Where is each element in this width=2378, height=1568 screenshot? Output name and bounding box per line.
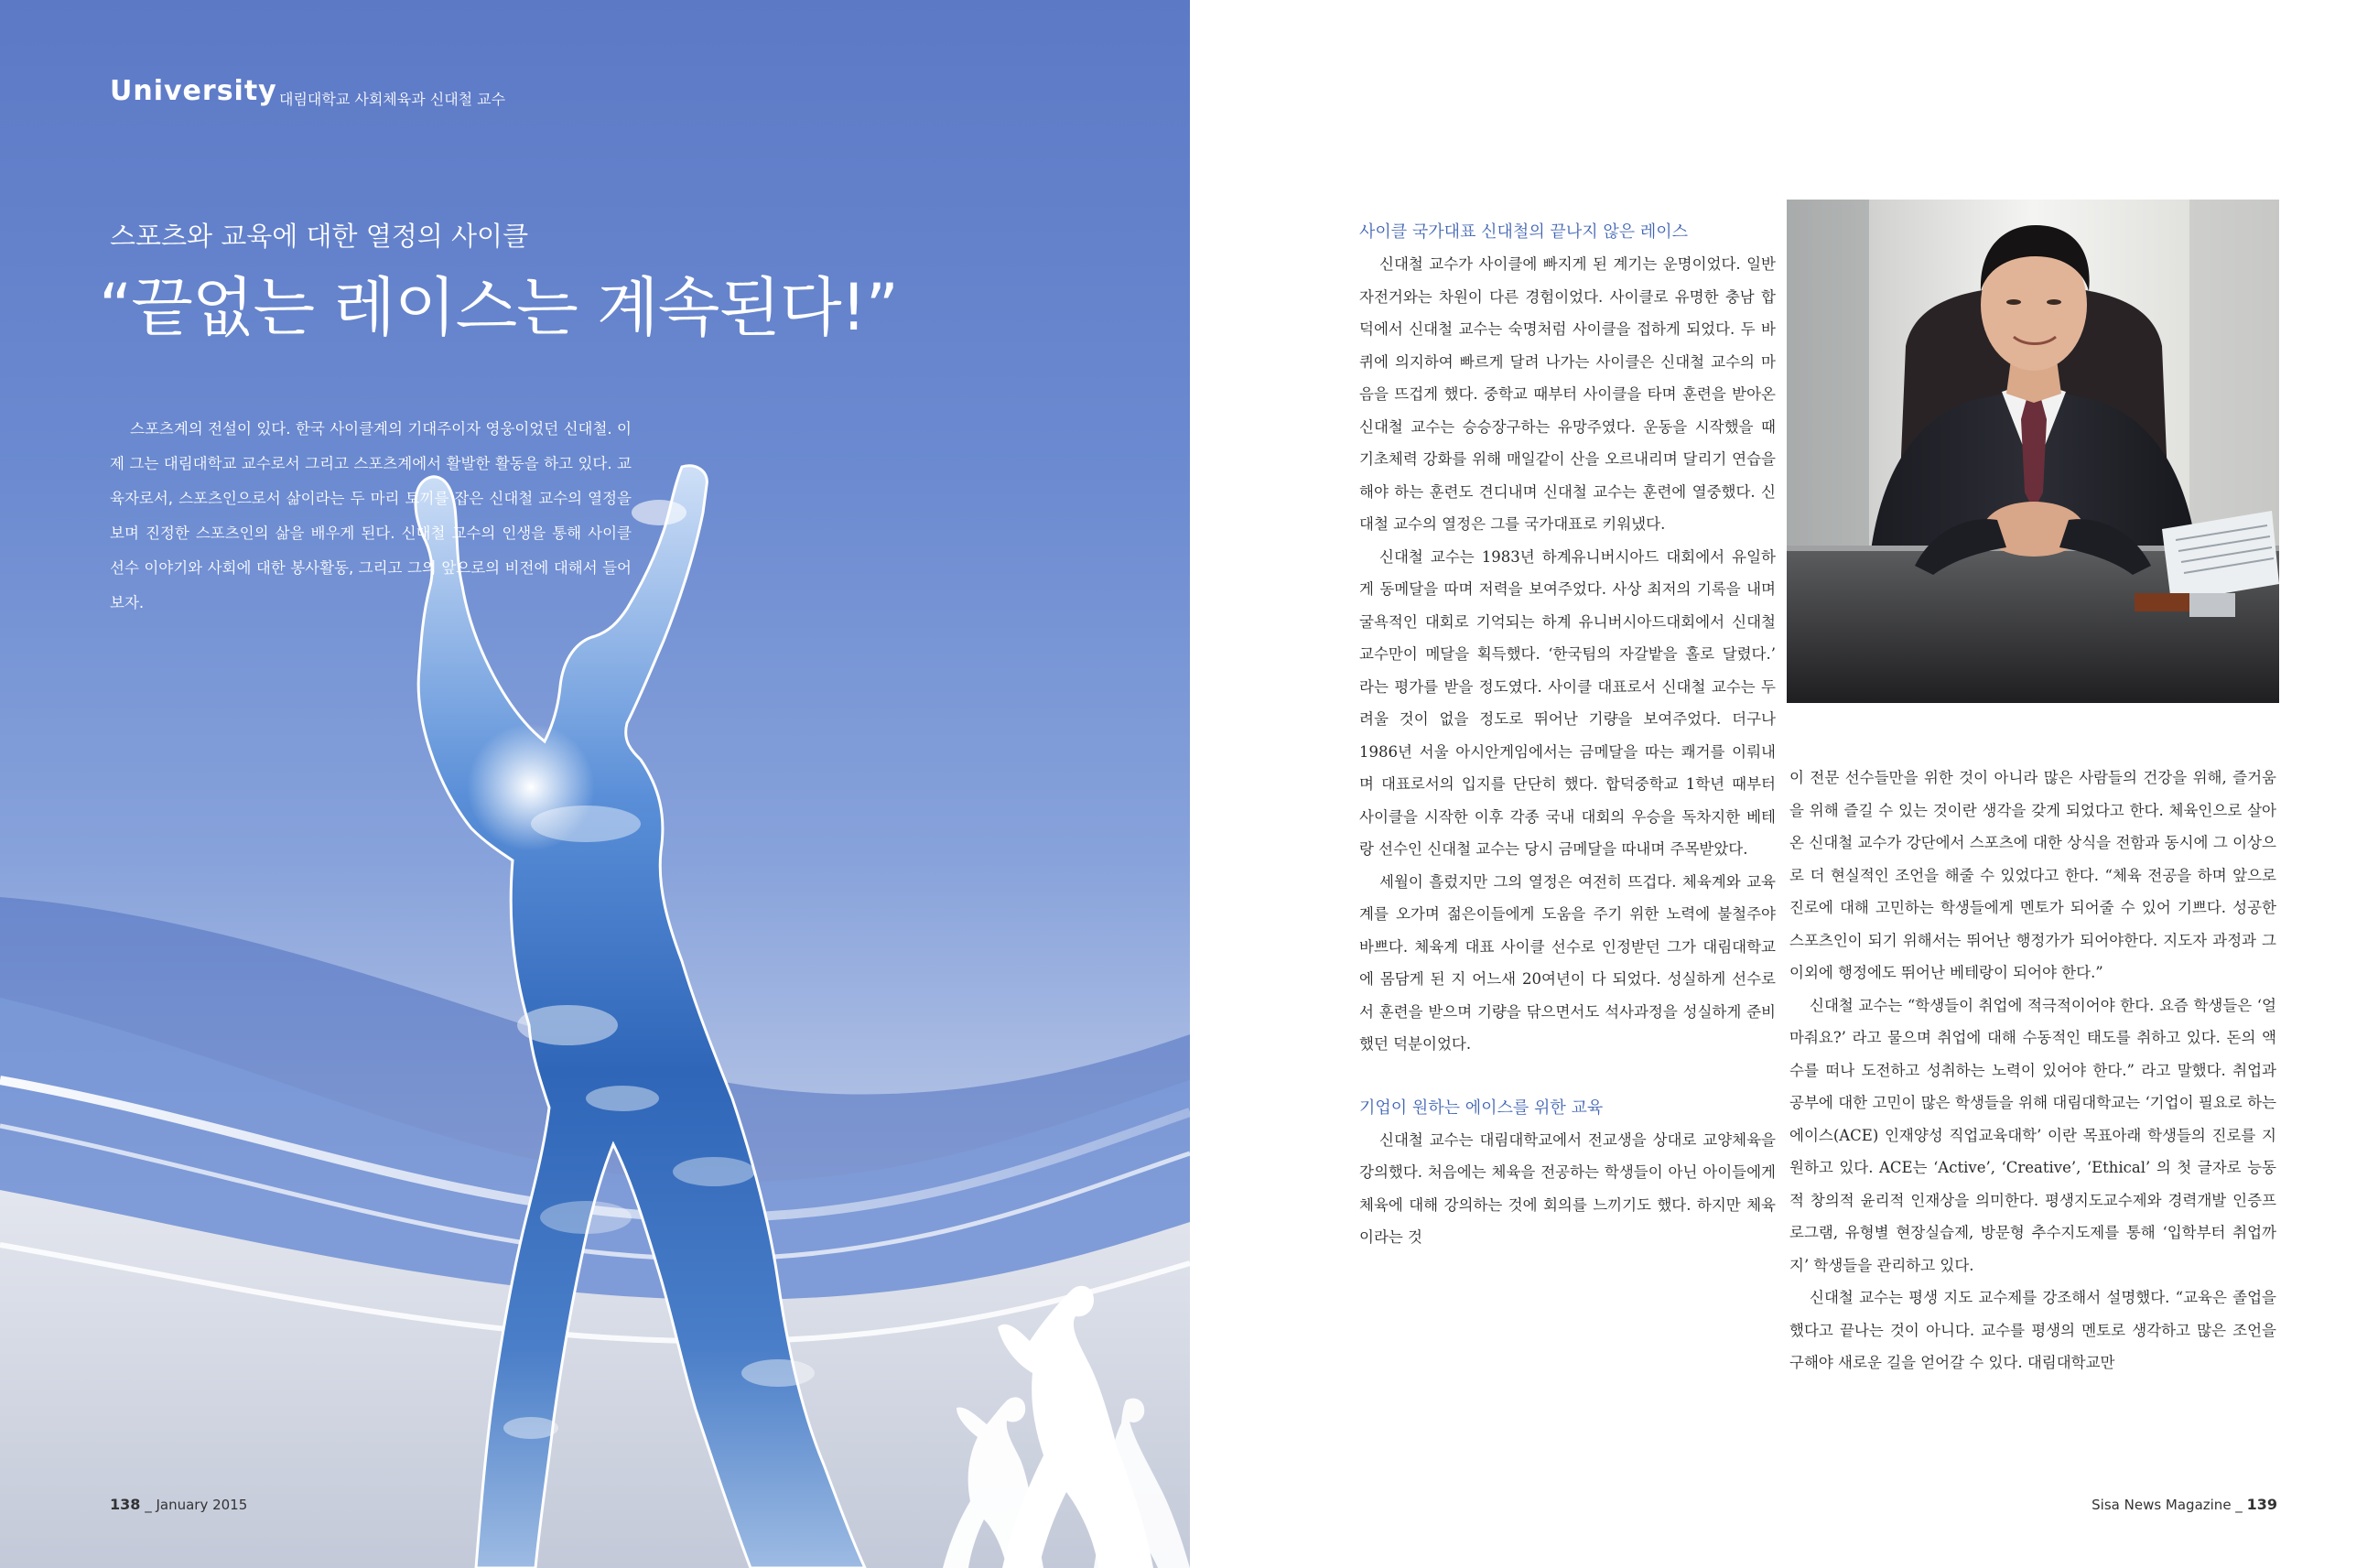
page-number-left: 138 [110, 1496, 141, 1513]
section-heading-2: 기업이 원하는 에이스를 위한 교육 [1359, 1098, 1604, 1118]
paragraph: 신대철 교수는 평생 지도 교수제를 강조해서 설명했다. “교육은 졸업을 했다고 끝나는 것이 아니다. 교수를 평생의 멘토로 생각하고 많은 조언을 구해야 새로운 길을 얻어갈 수 있다. 대림대학교만 [1789, 1289, 2276, 1371]
page-folio-left [110, 1496, 247, 1513]
paragraph: 신대철 교수는 대림대학교에서 전교생을 상대로 교양체육을 강의했다. 처음에는 체육을 전공하는 학생들이 아닌 아이들에게 체육에 대해 강의하는 것에 회의를 느끼기도 했다. 하지만 체육이라는 것 [1359, 1130, 1776, 1246]
paragraph: 신대철 교수는 1983년 하계유니버시아드 대회에서 유일하게 동메달을 따며 저력을 보여주었다. 사상 최저의 기록을 내며 굴욕적인 대회로 기억되는 하계 유니버시아드대회에서 신대철 교수만이 메달을 획득했다. ‘한국팀의 자갈밭을 홀로 달렸다.’ 라는 평가를 받을 정도였다. 사이클 대표로서 신대철 교수는 두려울 것이 없을 정도로 뛰어난 기량을 보여주었다. 더구나 1986년 서울 아시안게임에서는 금메달을 따는 쾌거를 이뤄내며 대표로서의 입지를 단단히 했다. 합덕중학교 1학년 때부터 사이클을 시작한 이후 각종 국내 대회의 우승을 독차지한 베테랑 선수인 신대철 교수는 당시 금메달을 따내며 주목받았다. [1359, 547, 1776, 858]
section-subtitle: 대림대학교 사회체육과 신대철 교수 [279, 91, 506, 108]
issue-date: _ January 2015 [145, 1497, 248, 1513]
page-number-right: 139 [2246, 1496, 2277, 1513]
article-kicker: 스포츠와 교육에 대한 열정의 사이클 [110, 221, 529, 252]
article-lead: 스포츠계의 전설이 있다. 한국 사이클계의 기대주이자 영웅이었던 신대철. 이제 그는 대림대학교 교수로서 그리고 스포츠계에서 활발한 활동을 하고 있다. 교육자로서, 스포츠인으로서 삶이라는 두 마리 토끼를 잡은 신대철 교수의 열정을 보며 진정한 스포츠인의 삶을 배우게 된다. 신대철 교수의 인생을 통해 사이클 선수 이야기와 사회에 대한 봉사활동, 그리고 그의 앞으로의 비전에 대해서 들어보자. [110, 420, 632, 611]
magazine-name: Sisa News Magazine _ [2092, 1497, 2243, 1513]
paragraph: 신대철 교수가 사이클에 빠지게 된 계기는 운명이었다. 일반 자전거와는 차원이 다른 경험이었다. 사이클로 유명한 충남 합덕에서 신대철 교수는 숙명처럼 사이클을 접하게 되었다. 두 바퀴에 의지하여 빠르게 달려 나가는 사이클은 신대철 교수의 마음을 뜨겁게 했다. 중학교 때부터 사이클을 타며 훈련을 받아온 신대철 교수는 승승장구하는 유망주였다. 운동을 시작했을 때 기초체력 강화를 위해 매일같이 산을 오르내리며 달리기 연습을 해야 하는 훈련도 견디내며 신대철 교수는 훈련에 열중했다. 신대철 교수의 열정은 그를 국가대표로 키워냈다. [1359, 255, 1776, 533]
paragraph: 세월이 흘렀지만 그의 열정은 여전히 뜨겁다. 체육계와 교육계를 오가며 젊은이들에게 도움을 주기 위한 노력에 불철주야 바쁘다. 체육계 대표 사이클 선수로 인정받던 그가 대림대학교에 몸담게 된 지 어느새 20여년이 다 되었다. 성실하게 선수로서 훈련을 받으며 기량을 닦으면서도 석사과정을 성실하게 준비했던 덕분이었다. [1359, 872, 1776, 1053]
text-column-1 [1359, 216, 1776, 1254]
paragraph: 신대철 교수는 “학생들이 취업에 적극적이어야 한다. 요즘 학생들은 ‘얼마줘요?’ 라고 물으며 취업에 대해 수동적인 태도를 취하고 있다. 돈의 액수를 떠나 도전하고 성취하는 노력이 있어야 한다.” 라고 말했다. 취업과 공부에 대한 고민이 많은 학생들을 위해 대림대학교는 ‘기업이 필요로 하는 에이스(ACE) 인재양성 직업교육대학’ 이란 목표아래 학생들의 진로를 지원하고 있다. ACE는 ‘Active’, ‘Creative’, ‘Ethical’ 의 첫 글자로 능동적 창의적 윤리적 인재상을 의미한다. 평생지도교수제와 경력개발 인증프로그램, 유형별 현장실습제, 방문형 추수지도제를 통해 ‘입학부터 취업까지’ 학생들을 관리하고 있다. [1789, 996, 2276, 1274]
spacer [1359, 1061, 1776, 1092]
right-page [1190, 0, 2378, 1568]
article-headline: “끝없는 레이스는 계속된다!” [99, 270, 898, 345]
professor-portrait-photo [1787, 200, 2279, 703]
section-label: University [110, 75, 277, 107]
text-column-2 [1789, 762, 2276, 1379]
paragraph: 이 전문 선수들만을 위한 것이 아니라 많은 사람들의 건강을 위해, 즐거움을 위해 즐길 수 있는 것이란 생각을 갖게 되었다고 한다. 체육인으로 살아온 신대철 교수가 강단에서 스포츠에 대한 상식을 전함과 동시에 그 이상으로 더 현실적인 조언을 해줄 수 있었다고 한다. “체육 전공을 하며 앞으로 진로에 대해 고민하는 학생들에게 멘토가 되어줄 수 있어 기쁘다. 성공한 스포츠인이 되기 위해서는 뛰어난 행정가가 되어야한다. 지도자 과정과 그 이외에 행정에도 뛰어난 베테랑이 되어야 한다.” [1789, 769, 2276, 981]
page-folio-right [2092, 1496, 2277, 1513]
portrait-illustration [1787, 200, 2279, 703]
sun-glare [467, 723, 595, 851]
section-heading-1: 사이클 국가대표 신대철의 끝나지 않은 레이스 [1359, 222, 1688, 242]
